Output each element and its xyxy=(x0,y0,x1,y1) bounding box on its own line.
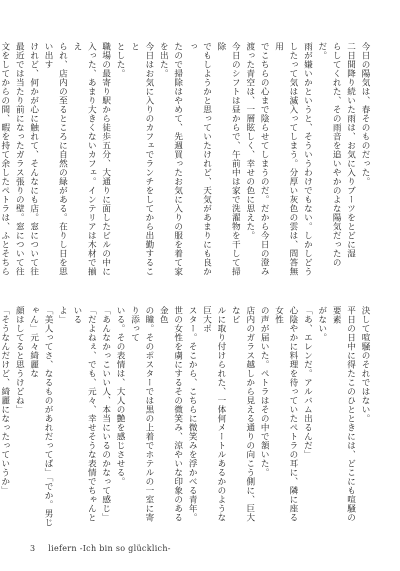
text-line: 平日の日中に得たこのひとときには、どこにも喧騒の要素 xyxy=(331,306,356,522)
text-line: いる。その表情は、大人の艶を感じさせる。 xyxy=(115,306,126,486)
text-line: 今日の陽気は、春そのものだった。 xyxy=(360,42,370,186)
page-number: 3 xyxy=(30,544,36,553)
text-line: らしてくれた、その雨音を追いやかのよな陽気だったの xyxy=(331,42,342,267)
text-line: 顔はしてると思うけどね」 xyxy=(14,306,25,414)
text-line: たので掃除はやめて、先週買ったお気に入りの服を着て家を出た。 xyxy=(158,42,183,276)
text-line: 「美人ってさ、なるものがあれだってば」「でか。男じゃん」元々綺麗な xyxy=(28,306,54,527)
text-line: 雨が嫌いかというと、そういうわけでもない。しかしどう xyxy=(302,42,313,276)
text-line: 「そうなんだけど、綺麗になったっていうか」 xyxy=(0,306,10,495)
text-line: 渡った青空は、一層眩しく、幸せの色に思えた。 xyxy=(244,42,255,240)
text-line: でもしようかと思っていたけれど、天気があまりにも良かっ xyxy=(187,42,212,276)
text-line: 「あ、エレンだ。アルバム出るんだ」 xyxy=(302,306,313,459)
text-line: けれど、何かが心に触れて、そんなにも店。窓について往 xyxy=(28,42,39,276)
text-line: 入った、あまり大きくないカフェ。インテリアは木材で揃え xyxy=(71,42,97,276)
text-line: ルに取り付けられた、一体何メートルあるかのような巨大ポ xyxy=(201,306,226,522)
text-line: の瞳。そのポスターでは黒の上着でホテルの一室に寄り添って xyxy=(129,306,154,522)
text-line: 心陰やかに料理を待っていたペトラの耳に、隣に座る女性 xyxy=(273,306,298,522)
text-line: の声が届いた。ペトラはその中で頷いた。 xyxy=(259,306,270,477)
page-footer xyxy=(30,544,171,553)
text-line: 「だよねぇ、でも、元々、幸せそうな表情でちゃんといる xyxy=(71,306,97,522)
text-line: だ。 xyxy=(316,42,327,60)
text-line: 「あんなかっこいい人、本当にいるのかなって感じ」 xyxy=(100,306,111,522)
text-line: でこちらの心まで陰らせてしまうのだ。だから今日の澄み xyxy=(259,42,270,276)
lower-text-block xyxy=(0,306,372,530)
text-line: 決して喧騒のそれではない。 xyxy=(360,306,370,423)
text-line: スター。そこから、こちらに微笑みを浮かべる青年。 xyxy=(187,306,198,522)
text-line: 二日間降り続いた雨は、お気に入りブーツをとどに湿 xyxy=(345,42,356,258)
text-line: がない。 xyxy=(316,306,327,342)
running-title: liefern -Ich bin so glücklich- xyxy=(48,544,171,553)
upper-text-block xyxy=(0,42,372,277)
text-line: 世の女性を虜にするその微笑み、涼やいな印象のある金色 xyxy=(158,306,183,522)
text-line: 職場の最寄り駅から徒歩五分、大通りに面したビルの中に xyxy=(100,42,111,276)
text-line: 今日のシフトは昼からで、午前中は家で洗濯物を干して掃除 xyxy=(215,42,241,276)
text-line: 文をしてからの間、暇を持て余したペトラは、ふとそちら xyxy=(0,42,10,276)
text-line: られ、店内の至るところに自然の緑がある。在りし日を思い出す xyxy=(43,42,68,276)
text-line: したって気は滅入ってしまう。分厚い灰色の雲は、問答無用 xyxy=(273,42,298,276)
text-line: 最近では当たり前になったガラス張りの壁。窓について往 xyxy=(14,42,25,276)
text-line: 今日はお気に入りのカフェでランチをしてから出勤すること xyxy=(129,42,154,276)
text-line: とした。 xyxy=(115,42,126,78)
text-line: 店内のガラス越しから見える通りの向こう側に、巨大なビ xyxy=(230,306,255,522)
text-line: よ」 xyxy=(57,306,68,324)
